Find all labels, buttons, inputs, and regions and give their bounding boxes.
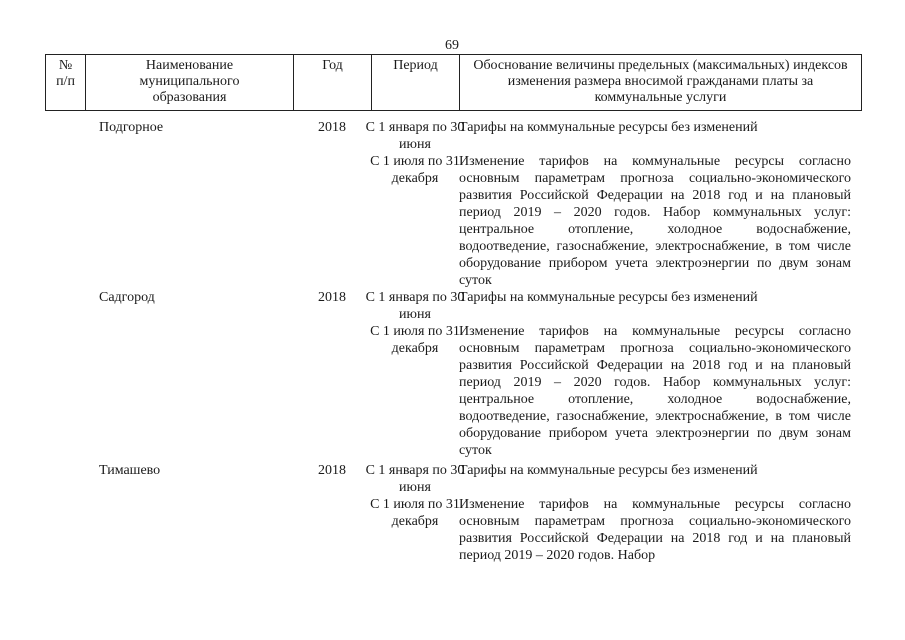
header-year (293, 55, 371, 110)
basis-change: Изменение тарифов на коммунальные ресурсы согласно основным параметрам прогноза социально-экономического развития Российской Федерации на 2018 год и на плановый период 2019 – 2020 годов. Набор коммунальных услуг: центральное отопление, холодное водоснабжение, водоотведение, газоснабжение, электроснабжение, в том числе оборудование прибором учета электроэнергии по двум зонам суток (459, 324, 851, 458)
period-second-half: С 1 июля по 31 декабря (370, 497, 460, 529)
year-value: 2018 (318, 120, 346, 135)
header-year-label: Год (322, 58, 343, 73)
table-row (45, 289, 862, 459)
header-num (45, 55, 85, 110)
tariff-table (45, 54, 862, 111)
page-number: 69 (445, 38, 459, 53)
table-header (45, 54, 862, 111)
municipality-name: Тимашево (99, 463, 161, 478)
municipality-name: Садгород (99, 290, 155, 305)
header-period (371, 55, 459, 110)
basis-no-change: Тарифы на коммунальные ресурсы без изменений (459, 120, 758, 135)
basis-change: Изменение тарифов на коммунальные ресурсы согласно основным параметрам прогноза социально-экономического развития Российской Федерации на 2018 год и на плановый период 2019 – 2020 годов. Набор (459, 497, 851, 563)
period-first-half: С 1 января по 30 июня (365, 290, 465, 322)
municipality-name: Подгорное (99, 120, 164, 135)
header-basis (459, 55, 862, 110)
header-name-label: Наименование муниципального образования (139, 58, 240, 105)
year-value: 2018 (318, 290, 346, 305)
header-name (85, 55, 293, 110)
basis-change: Изменение тарифов на коммунальные ресурсы согласно основным параметрам прогноза социально-экономического развития Российской Федерации на 2018 год и на плановый период 2019 – 2020 годов. Набор коммунальных услуг: центральное отопление, холодное водоснабжение, водоотведение, газоснабжение, электроснабжение, в том числе оборудование прибором учета электроэнергии по двум зонам суток (459, 154, 851, 288)
period-first-half: С 1 января по 30 июня (365, 120, 465, 152)
header-period-label: Период (393, 58, 438, 73)
header-basis-label: Обоснование величины предельных (максимальных) индексов изменения размера вносимой гражданами платы за коммунальные услуги (473, 58, 848, 105)
basis-no-change: Тарифы на коммунальные ресурсы без изменений (459, 463, 758, 478)
header-num-label: № п/п (56, 58, 75, 89)
basis-no-change: Тарифы на коммунальные ресурсы без изменений (459, 290, 758, 305)
period-first-half: С 1 января по 30 июня (365, 463, 465, 495)
table-row (45, 119, 862, 289)
period-second-half: С 1 июля по 31 декабря (370, 324, 460, 356)
year-value: 2018 (318, 463, 346, 478)
table-row (45, 462, 862, 582)
period-second-half: С 1 июля по 31 декабря (370, 154, 460, 186)
